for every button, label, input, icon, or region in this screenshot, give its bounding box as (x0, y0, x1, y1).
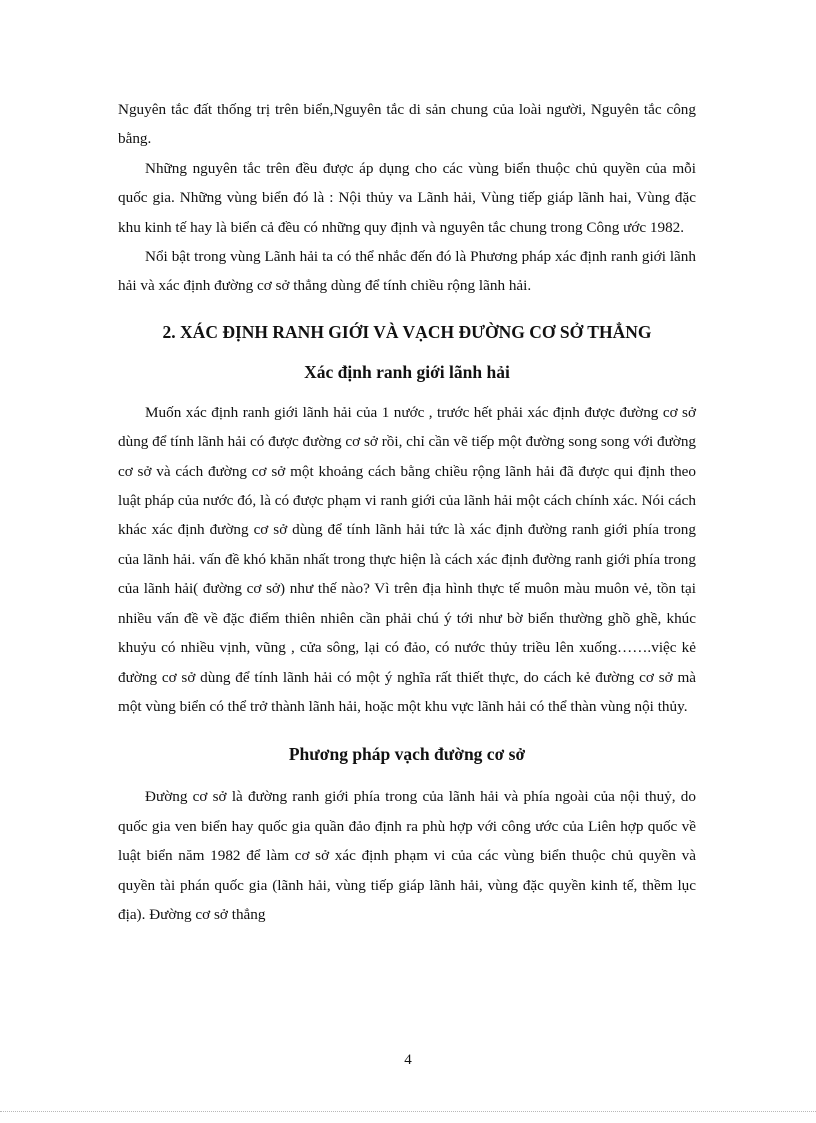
page-number: 4 (404, 1052, 412, 1068)
intro-paragraph-3: Nổi bật trong vùng Lãnh hải ta có thể nhắc đến đó là Phương pháp xác định ranh giới lãnh hải và xác định đường cơ sở thẳng dùng để tính chiều rộng lãnh hải. (118, 248, 696, 295)
body-paragraph-2: Đường cơ sở là đường ranh giới phía trong của lãnh hải và phía ngoài của nội thuỷ, do quốc gia ven biển hay quốc gia quần đảo định ra phù hợp với công ước của Liên hợp quốc về luật biển năm 1982 để làm cơ sở xác định phạm vi của các vùng biển thuộc chủ quyền và quyền tài phán quốc gia (lãnh hải, vùng tiếp giáp lãnh hải, vùng đặc quyền kinh tế, thềm lục địa). Đường cơ sở thẳng (118, 788, 696, 923)
section-heading: 2. XÁC ĐỊNH RANH GIỚI VÀ VẠCH ĐƯỜNG CƠ SỞ THẲNG (162, 321, 652, 342)
intro-paragraph-2: Những nguyên tắc trên đều được áp dụng cho các vùng biển thuộc chủ quyền của mỗi quốc gia. Những vùng biển đó là : Nội thủy va Lãnh hải, Vùng tiếp giáp lãnh hai, Vùng đặc khu kinh tế hay là biển cả đều có những quy định và nguyên tắc chung trong Công ước 1982. (118, 159, 696, 236)
intro-paragraph-1: Nguyên tắc đất thống trị trên biển,Nguyên tắc di sản chung của loài người, Nguyên tắc công bằng. (118, 101, 696, 148)
subheading-territorial-sea-boundary: Xác định ranh giới lãnh hải (304, 361, 510, 382)
page-bottom-divider (0, 1111, 816, 1112)
subheading-baseline-method: Phương pháp vạch đường cơ sở (288, 744, 526, 765)
document-page (118, 95, 696, 929)
body-paragraph-1: Muốn xác định ranh giới lãnh hải của 1 nước , trước hết phải xác định được đường cơ sở dùng để tính lãnh hải có được đường cơ sở rồi, chỉ cần vẽ tiếp một đường song song với đường cơ sở và cách đường cơ sở một khoảng cách bằng chiều rộng lãnh hải đã được qui định theo luật pháp của nước đó, là có được phạm vi ranh giới của lãnh hải một cách chính xác. Nói cách khác xác định đường cơ sở dùng để tính lãnh hải tức là xác định đường ranh giới phía trong của lãnh hải. vấn đề khó khăn nhất trong thực hiện là cách xác định đường ranh giới phía trong của lãnh hải( đường cơ sở) như thế nào? Vì trên địa hình thực tế muôn màu muôn vẻ, tồn tại nhiều vấn đề về đặc điểm thiên nhiên cần phải chú ý tới như bờ biển thường ghồ ghề, khúc khuỷu có nhiều vịnh, vũng , cửa sông, lại có đảo, có nước thủy triều lên xuống…….việc kẻ đường cơ sở dùng để tính lãnh hải có một ý nghĩa rất thiết thực, do cách kẻ đường cơ sở mà một vùng biển có thể trở thành lãnh hải, hoặc một khu vực lãnh hải có thể thàn vùng nội thủy. (118, 403, 697, 715)
